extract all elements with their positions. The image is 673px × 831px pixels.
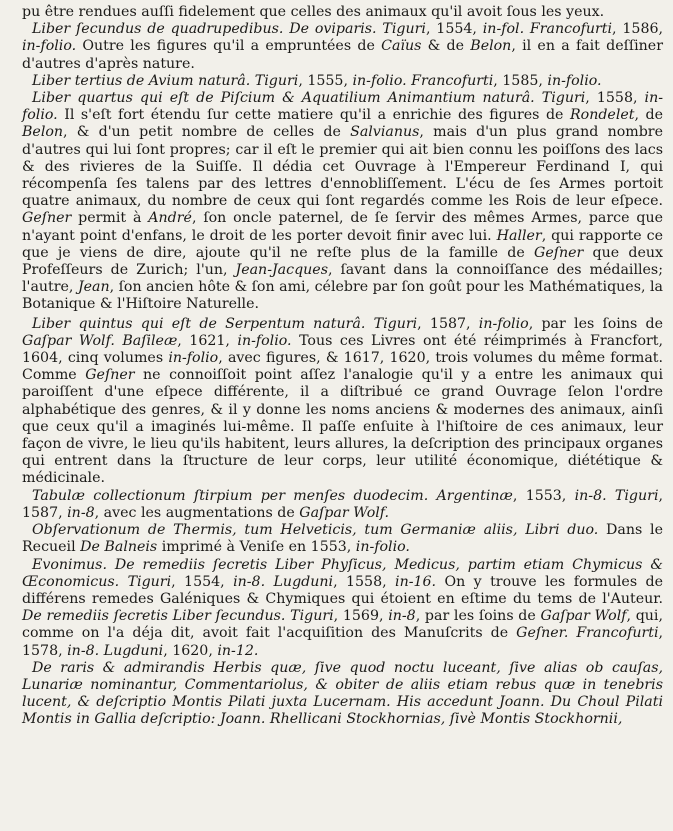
text-run: , 1586, [612,21,664,38]
italic-run: Geſner [22,210,72,227]
text-run: , 1569, [333,608,389,625]
text-run: , 1558, [585,90,645,107]
italic-run: in-folio. [22,38,77,55]
text-run: , 1555, [298,72,353,89]
italic-run: Geſner [85,367,135,384]
italic-run: Liber quintus qui eſt de Serpentum naturâ. Tiguri [32,315,418,332]
italic-run: Evonimus. De remediis ſecretis Liber Phyſicus, Medicus, partim etiam Chymicus & Œconomicus. Tiguri [22,556,663,590]
italic-run: in-folio [478,315,529,332]
italic-run: De remediis ſecretis Liber ſecundus. Tiguri [22,608,334,625]
paragraph [22,73,663,90]
text-run: Il s'eſt fort étendu ſur cette matiere qu'il a enrichie des figures de [57,107,570,124]
text-run: , 1554, [425,21,483,38]
paragraph [22,557,663,660]
text-run: que deux Profeſſeurs de Zurich; l'un, [22,244,663,279]
italic-run: in-folio. Francofurti [352,72,494,89]
text-run: , ſon oncle paternel, de ſe ſervir des mêmes Armes, parce que n'ayant point d'enfans, le droit de les porter devoit finir avec lui. [22,210,663,244]
italic-run: in-folio. [237,332,292,349]
italic-run: Liber ſecundus de quadrupedibus. De oviparis. Tiguri [32,21,426,38]
paragraph [22,660,663,729]
italic-run: in-16. [395,573,437,590]
italic-run: Obſervationum de Thermis, tum Helveticis, tum Germaniæ aliis, Libri duo. [32,522,599,539]
text-run: & de [421,38,471,55]
italic-run: in-folio [168,350,219,367]
italic-run: De Balneis [80,539,158,556]
text-run: , 1587, [417,315,479,332]
text-run: , 1585, [493,72,548,89]
text-run: ne connoiſſoit point aſſez l'analogie qu'il y a entre les animaux qui paroiſſent d'une eſpece différente, il a diſtribué ce grand Ouvrage ſelon l'ordre alphabétique des genres, & il y donne les noms anciens & modernes des animaux, ainſi que ceux qu'il a imaginés lui-même. Il paſſe enſuite à l'hiſtoire de ces animaux, leur façon de vivre, le lieu qu'ils habitent, leurs allures, la deſcription des principaux organes qui entrent dans la ſtructure de leur corps, leur utilité économique, diététique & médicinale. [22,367,663,487]
italic-run: Haller [496,227,542,244]
text-run: Dans le Recueil [22,522,663,556]
italic-run: Rondelet [569,107,635,124]
italic-run: in-folio. [355,539,410,556]
italic-run: in-8 [67,504,95,521]
italic-run: Liber quartus qui eſt de Piſcium & Aquatilium Animantium naturâ. Tiguri [32,90,586,107]
text-run: , qui, comme on l'a déja dit, avoit fait l'acquiſition des Manuſcrits de [22,608,663,642]
text-run: , par les ſoins de [528,315,663,332]
paragraph [22,4,663,21]
text-run: , 1620, [163,642,218,659]
italic-run: Belon [22,124,64,141]
paragraph [22,90,663,314]
italic-run: Gaſpar Wolf. Baſileæ [22,332,178,349]
text-run: , avec figures, & 1617, 1620, trois volumes du même format. Comme [22,350,663,384]
italic-run: in-8. Lugduni [67,642,164,659]
italic-run: in-folio. [547,72,602,89]
italic-run: Tabulæ collectionum ſtirpium per menſes duodecim. Argentinæ [32,487,513,504]
italic-run: Liber tertius de Avium naturâ. Tiguri [32,72,299,89]
text-run: pu être rendues auſſi fidelement que celles des animaux qu'il avoit ſous les yeux. [22,4,605,20]
text-run: , qui rapporte ce que je viens de dire, ajoute qu'il ne reſte plus de la famille de [22,227,663,261]
italic-run: in-fol. Francofurti [482,21,613,38]
italic-run: in-8. Lugduni [233,573,334,590]
italic-run: Gaſpar Wolf. [299,504,390,521]
text-run: Tous ces Livres ont été réimprimés à Francfort, 1604, cinq volumes [22,332,663,367]
text-run: , & d'un petit nombre de celles de [63,124,351,141]
text-run: , de [634,107,663,124]
italic-run: Geſner. Francofurti [516,625,659,642]
text-run: , ſavant dans la connoiſſance des médailles; l'autre, [22,262,663,296]
text-run: , 1553, [512,487,575,504]
text-run: , 1578, [22,625,663,659]
text-run: , il en a fait deſſiner d'autres d'après nature. [22,38,663,72]
text-run: imprimé à Veniſe en 1553, [157,539,356,556]
italic-run: De raris & admirandis Herbis quæ, ſive quod noctu luceant, ſive alias ob cauſas, Lunariæ nominantur, Commentariolus, & obiter de aliis etiam rebus quæ in tenebris lucent, & deſcriptio Montis Pilati juxta Lucernam. His accedunt Joann. Du Choul Pilati Montis in Gallia deſcriptio: Joann. Rhellicani Stockhornias, ſivè Montis Stockhornii, [22,659,663,728]
text-run: , 1587, [22,487,663,521]
text-run: permit à [71,210,149,227]
italic-run: Gaſpar Wolf [540,608,627,625]
text-run: , avec les augmentations de [94,504,300,521]
text-run: , 1558, [333,573,396,590]
paragraph [22,488,663,522]
text-run: Outre les figures qu'il a empruntées de [76,38,382,55]
italic-run: in-folio. [22,90,663,124]
italic-run: André [148,210,192,227]
text-run: , mais d'un plus grand nombre d'autres qui lui ſont propres; car il eſt le premier qui ait bien connu les poiſſons des lacs & des rivieres de la Suiſſe. Il dédia cet Ouvrage à l'Empereur Ferdinand I, qui récompenſa ſes talens par des lettres d'ennobliſſement. L'écu de ſes Armes portoit quatre animaux, du nombre de ceux qui ſont regardés comme les Rois de leur eſpece. [22,124,663,210]
paragraph [22,522,663,556]
italic-run: Geſner [533,244,584,261]
italic-run: Jean [77,279,110,296]
italic-run: Salvianus [350,124,420,141]
text-run: , 1621, [177,332,238,349]
text-run: , ſon ancien hôte & ſon ami, célebre par ſon goût pour les Mathématiques, la Botanique & l'Hiſtoire Naturelle. [22,279,664,313]
paragraph [22,21,663,73]
italic-run: Caïus [381,38,422,55]
italic-run: in-8. Tiguri [574,487,659,504]
italic-run: Belon [470,38,512,55]
text-run: , par les ſoins de [415,608,541,625]
text-run: , 1554, [171,573,234,590]
italic-run: Jean-Jacques [235,262,328,279]
text-run: On y trouve les formules de différens remedes Galéniques & Chymiques qui étoient en eſtime du tems de l'Auteur. [22,573,663,607]
italic-run: in-12. [217,642,259,659]
italic-run: in-8 [388,608,416,625]
paragraph [22,316,663,488]
